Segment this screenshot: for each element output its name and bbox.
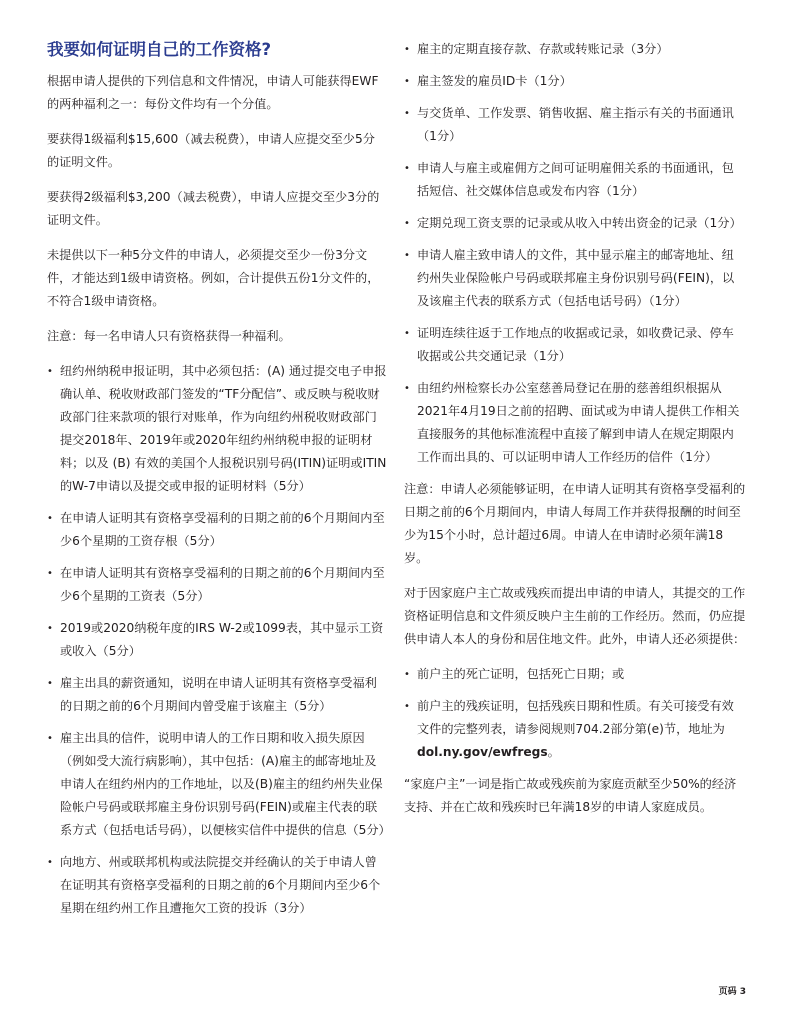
household-list	[404, 663, 746, 764]
disability-text: 前户主的残疾证明，包括残疾日期和性质。有关可接受有效文件的完整列表，请参阅规则704.2部分第(e)节，地址为	[417, 699, 734, 736]
list-item: • 雇主出具的信件，说明申请人的工作日期和收入损失原因（例如受大流行病影响），其中包括：(A)雇主的邮寄地址及申请人在纽约州内的工作地址，以及(B)雇主的纽约州失业保险帐户号码或联邦雇主身份识别号码(FEIN)或雇主代表的联系方式（包括电话号码），以便核实信件中提供的信息（5分）	[47, 727, 387, 842]
document-list-right	[404, 38, 746, 469]
list-item: • 申请人与雇主或雇佣方之间可证明雇佣关系的书面通讯，包括短信、社交媒体信息或发布内容（1分）	[404, 157, 746, 203]
page-heading: 我要如何证明自己的工作资格?	[47, 40, 272, 59]
list-item: • 雇主出具的薪资通知，说明在申请人证明其有资格享受福利的日期之前的6个月期间内曾受雇于该雇主（5分）	[47, 672, 387, 718]
document-list-left	[47, 360, 391, 920]
list-item: • 申请人雇主致申请人的文件，其中显示雇主的邮寄地址、纽约州失业保险帐户号码或联邦雇主身份识别号码(FEIN)，以及该雇主代表的联系方式（包括电话号码）（1分）	[404, 244, 746, 313]
list-item: • 2019或2020纳税年度的IRS W-2或1099表，其中显示工资或收入（5分）	[47, 617, 387, 663]
list-item: • 在申请人证明其有资格享受福利的日期之前的6个月期间内至少6个星期的工资表（5分）	[47, 562, 387, 608]
page-number: 页码 3	[718, 987, 746, 997]
list-item: • 雇主的定期直接存款、存款或转账记录（3分）	[404, 38, 746, 61]
list-item: • 证明连续往返于工作地点的收据或记录，如收费记录、停车收据或公共交通记录（1分）	[404, 322, 746, 368]
regulations-link[interactable]: dol.ny.gov/ewfregs	[417, 745, 548, 759]
right-column	[404, 38, 746, 831]
list-item: • 定期兑现工资支票的记录或从收入中转出资金的记录（1分）	[404, 212, 746, 235]
list-item: • 前户主的死亡证明，包括死亡日期；或	[404, 663, 746, 686]
note-paragraph: 注意：每一名申请人只有资格获得一种福利。	[47, 329, 291, 343]
definition-paragraph: “家庭户主”一词是指亡故或残疾前为家庭贡献至少50%的经济支持、并在亡故和残疾时已年满18岁的申请人家庭成员。	[404, 777, 737, 814]
list-item	[404, 695, 746, 764]
level1-paragraph: 要获得1级福利$15,600（减去税费），申请人应提交至少5分的证明文件。	[47, 132, 375, 169]
list-item: • 纽约州纳税申报证明，其中必须包括：(A) 通过提交电子申报确认单、税收财政部门签发的“TF分配信”、或反映与税收财政部门往来款项的银行对账单，作为向纽约州税收财政部门提交2018年、2019年或2020年纽约州纳税申报的证明材料；以及 (B) 有效的美国个人报税识别号码(ITIN)证明或ITIN的W-7申请以及提交或申报的证明材料（5分）	[47, 360, 387, 498]
left-column	[47, 38, 391, 929]
household-paragraph: 对于因家庭户主亡故或残疾而提出申请的申请人，其提交的工作资格证明信息和文件须反映户主生前的工作经历。然而，仍应提供申请人本人的身份和居住地文件。此外，申请人还必须提供：	[404, 586, 746, 646]
age-note-paragraph: 注意：申请人必须能够证明，在申请人证明其有资格享受福利的日期之前的6个月期间内，申请人每周工作并获得报酬的时间至少为15个小时，总计超过6周。申请人在申请时必须年满18岁。	[404, 482, 746, 565]
intro-paragraph: 根据申请人提供的下列信息和文件情况，申请人可能获得EWF的两种福利之一：每份文件均有一个分值。	[47, 74, 379, 111]
list-item: • 由纽约州检察长办公室慈善局登记在册的慈善组织根据从2021年4月19日之前的招聘、面试或为申请人提供工作相关直接服务的其他标准流程中直接了解到申请人在规定期限内工作而出具的、可以证明申请人工作经历的信件（1分）	[404, 377, 746, 469]
list-item: • 向地方、州或联邦机构或法院提交并经确认的关于申请人曾在证明其有资格享受福利的日期之前的6个月期间内至少6个星期在纽约州工作且遭拖欠工资的投诉（3分）	[47, 851, 387, 920]
level2-paragraph: 要获得2级福利$3,200（减去税费），申请人应提交至少3分的证明文件。	[47, 190, 380, 227]
list-item: • 雇主签发的雇员ID卡（1分）	[404, 70, 746, 93]
requirement-paragraph: 未提供以下一种5分文件的申请人，必须提交至少一份3分文件，才能达到1级申请资格。例如，合计提供五份1分文件的，不符合1级申请资格。	[47, 248, 380, 308]
list-item: • 在申请人证明其有资格享受福利的日期之前的6个月期间内至少6个星期的工资存根（5分）	[47, 507, 387, 553]
disability-text-end: 。	[547, 745, 560, 759]
list-item: • 与交货单、工作发票、销售收据、雇主指示有关的书面通讯（1分）	[404, 102, 746, 148]
